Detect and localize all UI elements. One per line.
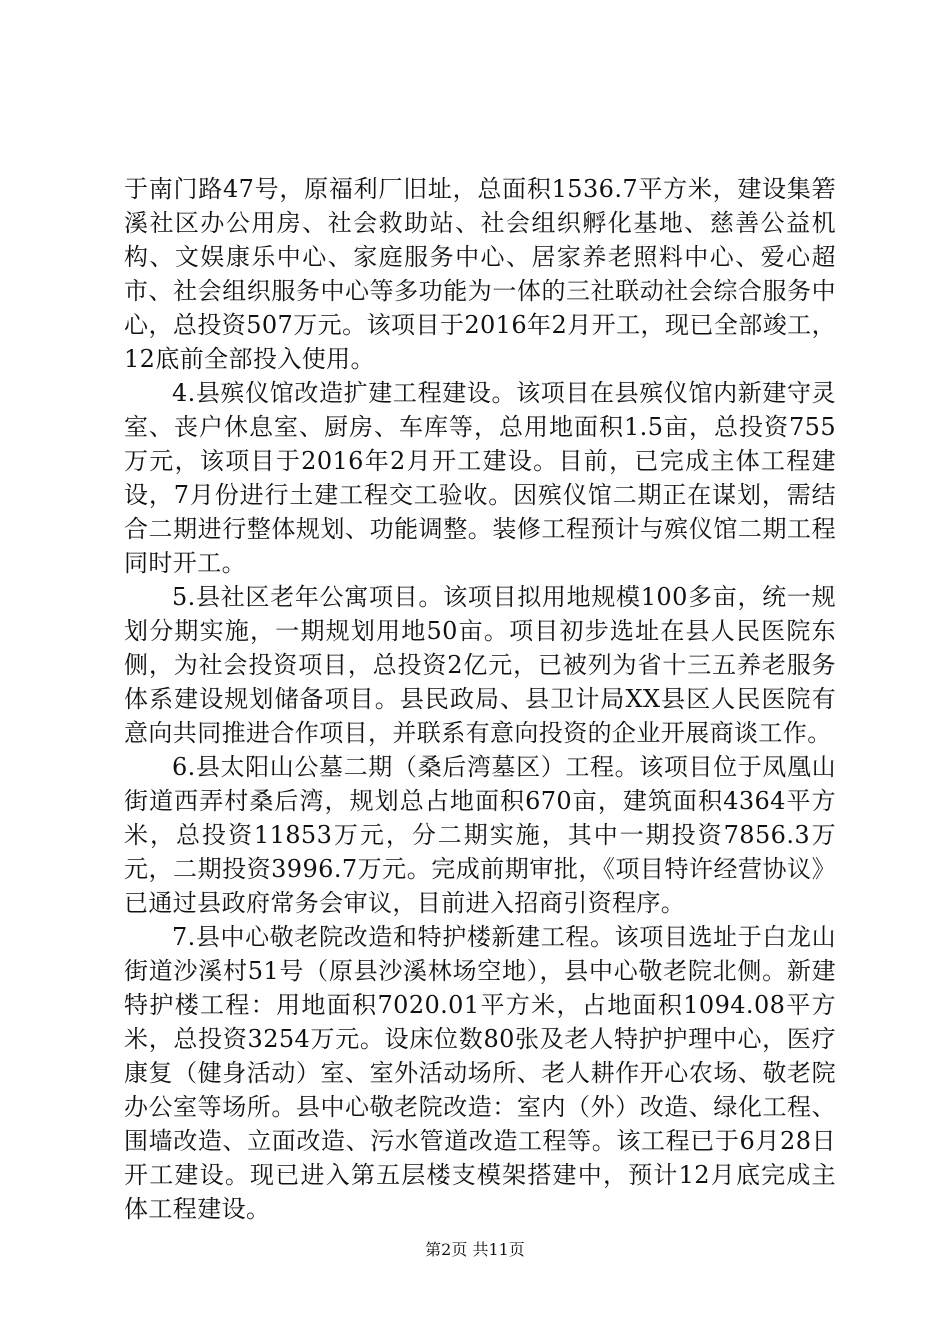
paragraph-item-6: 6.县太阳山公墓二期（桑后湾墓区）工程。该项目位于凤凰山街道西弄村桑后湾，规划总占地面积670亩，建筑面积4364平方米，总投资11853万元，分二期实施，其中一期投资7856.3万元，二期投资3996.7万元。完成前期审批，《项目特许经营协议》已通过县政府常务会审议，目前进入招商引资程序。 xyxy=(124,753,836,917)
document-body xyxy=(124,172,836,1226)
paragraph-item-7: 7.县中心敬老院改造和特护楼新建工程。该项目选址于白龙山街道沙溪村51号（原县沙溪林场空地），县中心敬老院北侧。新建特护楼工程：用地面积7020.01平方米，占地面积1094.08平方米，总投资3254万元。设床位数80张及老人特护护理中心，医疗康复（健身活动）室、室外活动场所、老人耕作开心农场、敬老院办公室等场所。县中心敬老院改造：室内（外）改造、绿化工程、围墙改造、立面改造、污水管道改造工程等。该工程已于6月28日开工建设。现已进入第五层楼支模架搭建中，预计12月底完成主体工程建设。 xyxy=(124,923,836,1223)
paragraph-item-5: 5.县社区老年公寓项目。该项目拟用地规模100多亩，统一规划分期实施，一期规划用地50亩。项目初步选址在县人民医院东侧，为社会投资项目，总投资2亿元，已被列为省十三五养老服务体系建设规划储备项目。县民政局、县卫计局XX县区人民医院有意向共同推进合作项目，并联系有意向投资的企业开展商谈工作。 xyxy=(124,583,836,747)
paragraph-item-4: 4.县殡仪馆改造扩建工程建设。该项目在县殡仪馆内新建守灵室、丧户休息室、厨房、车库等，总用地面积1.5亩，总投资755万元，该项目于2016年2月开工建设。目前，已完成主体工程建设，7月份进行土建工程交工验收。因殡仪馆二期正在谋划，需结合二期进行整体规划、功能调整。装修工程预计与殡仪馆二期工程同时开工。 xyxy=(124,379,836,577)
paragraph-continuation: 于南门路47号，原福利厂旧址，总面积1536.7平方米，建设集箬溪社区办公用房、社会救助站、社会组织孵化基地、慈善公益机构、文娱康乐中心、家庭服务中心、居家养老照料中心、爱心超市、社会组织服务中心等多功能为一体的三社联动社会综合服务中心，总投资507万元。该项目于2016年2月开工，现已全部竣工，12底前全部投入使用。 xyxy=(124,175,836,373)
page-footer: 第2页 共11页 xyxy=(425,1240,525,1259)
